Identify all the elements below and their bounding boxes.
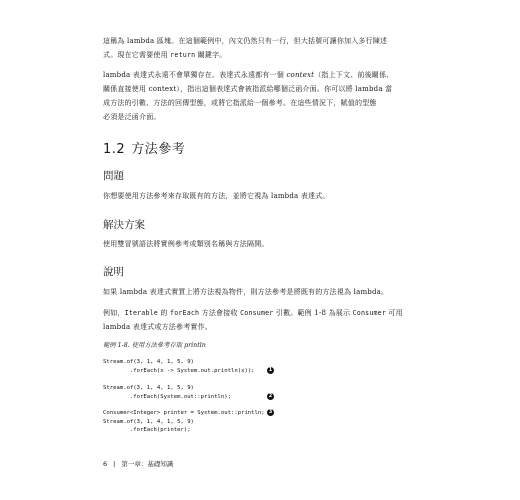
discussion-line-3: lambda 表達式或方法參考實作。 xyxy=(103,323,213,331)
d2-text-e: 可用 xyxy=(386,309,403,317)
problem-heading: 問題 xyxy=(103,170,124,182)
discussion-paragraph-2 xyxy=(103,306,423,334)
context-line-1-text: lambda 表達式永遠不會單獨存在。表達式永遠都有一個 xyxy=(103,71,287,79)
foreach-code: forEach xyxy=(170,309,200,317)
intro-line-1: 這稱為 lambda 區塊。在這個範例中，內文仍然只有一行，但大括號可讓你加入多行陳述 xyxy=(103,37,388,45)
code-block-1: Stream.of(3, 1, 4, 1, 5, 9) .forEach(x -> System.out.println(x)); xyxy=(103,359,255,374)
consumer-code-2: Consumer xyxy=(352,309,386,317)
context-line-2: 關係直接使用 context），指出這個表達式會被指派給哪個泛函介面。你可以將 lambda 當 xyxy=(103,85,393,93)
example-caption xyxy=(103,340,206,349)
discussion-paragraph-1: 如果 lambda 表達式實質上將方法視為物件，則方法參考是將既有的方法視為 lambda。 xyxy=(103,288,389,296)
callout-1-icon: 1 xyxy=(268,367,273,373)
intro-paragraph xyxy=(103,34,419,62)
discussion-line-2 xyxy=(103,306,423,320)
callout-3-icon: 3 xyxy=(268,409,273,415)
consumer-code: Consumer xyxy=(240,309,274,317)
callout-2-icon: 2 xyxy=(268,393,273,399)
context-line-4: 必須是泛函介面。 xyxy=(103,113,161,121)
context-paragraph xyxy=(103,68,419,124)
intro-line-2-text: 式。現在它需要使用 xyxy=(103,51,171,59)
d2-text-b: 的 xyxy=(157,309,171,317)
d2-text-c: 方法會接收 xyxy=(199,309,241,317)
intro-line-2-tail: 關鍵字。 xyxy=(195,51,227,59)
page-number: 6 xyxy=(103,460,108,468)
footer-separator: | xyxy=(113,460,116,468)
iterable-code: Iterable xyxy=(124,309,158,317)
solution-text: 使用雙冒號語法將實例參考或類別名稱與方法隔開。 xyxy=(103,240,269,248)
chapter-title: 第一章：基礎知識 xyxy=(121,460,174,468)
code-block-3: Consumer<Integer> printer = System.out::println; Stream.of(3, 1, 4, 1, 5, 9) .forEach(printer); xyxy=(103,410,265,433)
page-footer xyxy=(103,459,173,468)
section-title: 方法參考 xyxy=(131,142,186,157)
intro-line-2 xyxy=(103,48,419,62)
caption-text: 範例 1-8. 使用方法參考存取 xyxy=(103,342,185,349)
context-emphasis: context xyxy=(286,71,315,79)
context-line-3: 成方法的引數、方法的回傳型態，或將它指派給一個參考。在這些情況下，賦值的型態 xyxy=(103,99,377,107)
d2-text-a: 例如， xyxy=(103,309,125,317)
solution-heading: 解決方案 xyxy=(103,219,145,231)
caption-println: println xyxy=(184,342,206,349)
problem-text: 你想要使用方法參考來存取既有的方法，並將它視為 lambda 表達式。 xyxy=(103,192,330,200)
section-number: 1.2 xyxy=(103,142,126,157)
context-line-1-tail: （指上下文、前後關係、 xyxy=(314,71,394,79)
return-keyword-code: return xyxy=(170,51,196,59)
d2-text-d: 引數。範例 1-8 為展示 xyxy=(273,309,353,317)
context-line-1 xyxy=(103,68,419,82)
section-heading xyxy=(103,138,185,157)
discussion-heading: 說明 xyxy=(103,266,124,278)
code-block-2: Stream.of(3, 1, 4, 1, 5, 9) .forEach(System.out::println); xyxy=(103,385,231,400)
